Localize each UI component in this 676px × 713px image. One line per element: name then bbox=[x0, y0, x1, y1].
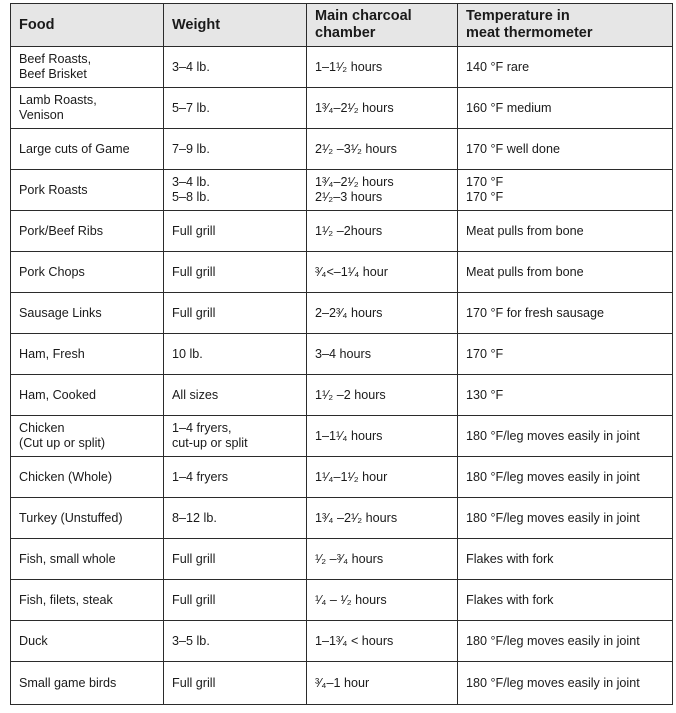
weight-cell: 5–7 lb. bbox=[164, 88, 307, 129]
food-cell: Fish, small whole bbox=[11, 539, 164, 580]
weight-cell: 3–4 lb. 5–8 lb. bbox=[164, 170, 307, 211]
cooking-time-cell: 2–2³⁄₄ hours bbox=[307, 293, 458, 334]
food-cell: Chicken (Whole) bbox=[11, 457, 164, 498]
cooking-time-cell: 1³⁄₄–2¹⁄₂ hours 2¹⁄₂–3 hours bbox=[307, 170, 458, 211]
food-cell: Fish, filets, steak bbox=[11, 580, 164, 621]
cooking-time-cell: 1–1¹⁄₄ hours bbox=[307, 416, 458, 457]
weight-cell: 7–9 lb. bbox=[164, 129, 307, 170]
food-cell: Chicken (Cut up or split) bbox=[11, 416, 164, 457]
food-cell: Pork Roasts bbox=[11, 170, 164, 211]
weight-cell: Full grill bbox=[164, 252, 307, 293]
temperature-cell: 180 °F/leg moves easily in joint bbox=[458, 621, 673, 662]
table-body bbox=[11, 47, 673, 705]
temperature-cell: 160 °F medium bbox=[458, 88, 673, 129]
cooking-time-cell: 1–1¹⁄₂ hours bbox=[307, 47, 458, 88]
table-row bbox=[11, 129, 673, 170]
cooking-time-cell: 1¹⁄₄–1¹⁄₂ hour bbox=[307, 457, 458, 498]
weight-cell: Full grill bbox=[164, 211, 307, 252]
weight-cell: Full grill bbox=[164, 293, 307, 334]
cooking-time-cell: ³⁄₄–1 hour bbox=[307, 662, 458, 705]
weight-cell: All sizes bbox=[164, 375, 307, 416]
table-row bbox=[11, 498, 673, 539]
cooking-time-cell: 3–4 hours bbox=[307, 334, 458, 375]
weight-cell: Full grill bbox=[164, 662, 307, 705]
cooking-time-cell: ¹⁄₄ – ¹⁄₂ hours bbox=[307, 580, 458, 621]
header-row bbox=[11, 4, 673, 47]
table-row bbox=[11, 580, 673, 621]
temperature-cell: Flakes with fork bbox=[458, 580, 673, 621]
temperature-cell: Meat pulls from bone bbox=[458, 252, 673, 293]
temperature-cell: Meat pulls from bone bbox=[458, 211, 673, 252]
table-header bbox=[11, 4, 673, 47]
weight-cell: 1–4 fryers bbox=[164, 457, 307, 498]
temperature-cell: 170 °F well done bbox=[458, 129, 673, 170]
food-cell: Ham, Fresh bbox=[11, 334, 164, 375]
table-row bbox=[11, 416, 673, 457]
cooking-time-cell: ¹⁄₂ –³⁄₄ hours bbox=[307, 539, 458, 580]
temperature-cell: 180 °F/leg moves easily in joint bbox=[458, 498, 673, 539]
table-row bbox=[11, 539, 673, 580]
temperature-cell: 170 °F bbox=[458, 334, 673, 375]
food-cell: Ham, Cooked bbox=[11, 375, 164, 416]
table-row bbox=[11, 170, 673, 211]
header-temperature: Temperature in meat thermometer bbox=[458, 4, 673, 47]
food-cell: Pork/Beef Ribs bbox=[11, 211, 164, 252]
cooking-time-cell: ³⁄₄<–1¹⁄₄ hour bbox=[307, 252, 458, 293]
cooking-time-cell: 1³⁄₄–2¹⁄₂ hours bbox=[307, 88, 458, 129]
temperature-cell: 180 °F/leg moves easily in joint bbox=[458, 457, 673, 498]
header-weight: Weight bbox=[164, 4, 307, 47]
grilling-guide-table bbox=[10, 3, 673, 705]
header-food: Food bbox=[11, 4, 164, 47]
temperature-cell: 170 °F 170 °F bbox=[458, 170, 673, 211]
cooking-time-cell: 1³⁄₄ –2¹⁄₂ hours bbox=[307, 498, 458, 539]
weight-cell: Full grill bbox=[164, 539, 307, 580]
table-row bbox=[11, 47, 673, 88]
food-cell: Duck bbox=[11, 621, 164, 662]
weight-cell: 3–5 lb. bbox=[164, 621, 307, 662]
table-row bbox=[11, 211, 673, 252]
weight-cell: 8–12 lb. bbox=[164, 498, 307, 539]
weight-cell: 1–4 fryers, cut-up or split bbox=[164, 416, 307, 457]
table-row bbox=[11, 457, 673, 498]
food-cell: Small game birds bbox=[11, 662, 164, 705]
food-cell: Large cuts of Game bbox=[11, 129, 164, 170]
weight-cell: Full grill bbox=[164, 580, 307, 621]
table-row bbox=[11, 334, 673, 375]
table-row bbox=[11, 88, 673, 129]
weight-cell: 10 lb. bbox=[164, 334, 307, 375]
temperature-cell: 170 °F for fresh sausage bbox=[458, 293, 673, 334]
temperature-cell: Flakes with fork bbox=[458, 539, 673, 580]
temperature-cell: 180 °F/leg moves easily in joint bbox=[458, 662, 673, 705]
cooking-time-cell: 1–1³⁄₄ < hours bbox=[307, 621, 458, 662]
food-cell: Lamb Roasts, Venison bbox=[11, 88, 164, 129]
cooking-time-cell: 2¹⁄₂ –3¹⁄₂ hours bbox=[307, 129, 458, 170]
table-row bbox=[11, 252, 673, 293]
food-cell: Pork Chops bbox=[11, 252, 164, 293]
table-row bbox=[11, 662, 673, 705]
food-cell: Sausage Links bbox=[11, 293, 164, 334]
cooking-time-cell: 1¹⁄₂ –2hours bbox=[307, 211, 458, 252]
table-row bbox=[11, 621, 673, 662]
temperature-cell: 180 °F/leg moves easily in joint bbox=[458, 416, 673, 457]
table-row bbox=[11, 293, 673, 334]
food-cell: Turkey (Unstuffed) bbox=[11, 498, 164, 539]
food-cell: Beef Roasts, Beef Brisket bbox=[11, 47, 164, 88]
table-row bbox=[11, 375, 673, 416]
cooking-time-cell: 1¹⁄₂ –2 hours bbox=[307, 375, 458, 416]
temperature-cell: 130 °F bbox=[458, 375, 673, 416]
temperature-cell: 140 °F rare bbox=[458, 47, 673, 88]
header-main-charcoal-chamber: Main charcoal chamber bbox=[307, 4, 458, 47]
weight-cell: 3–4 lb. bbox=[164, 47, 307, 88]
